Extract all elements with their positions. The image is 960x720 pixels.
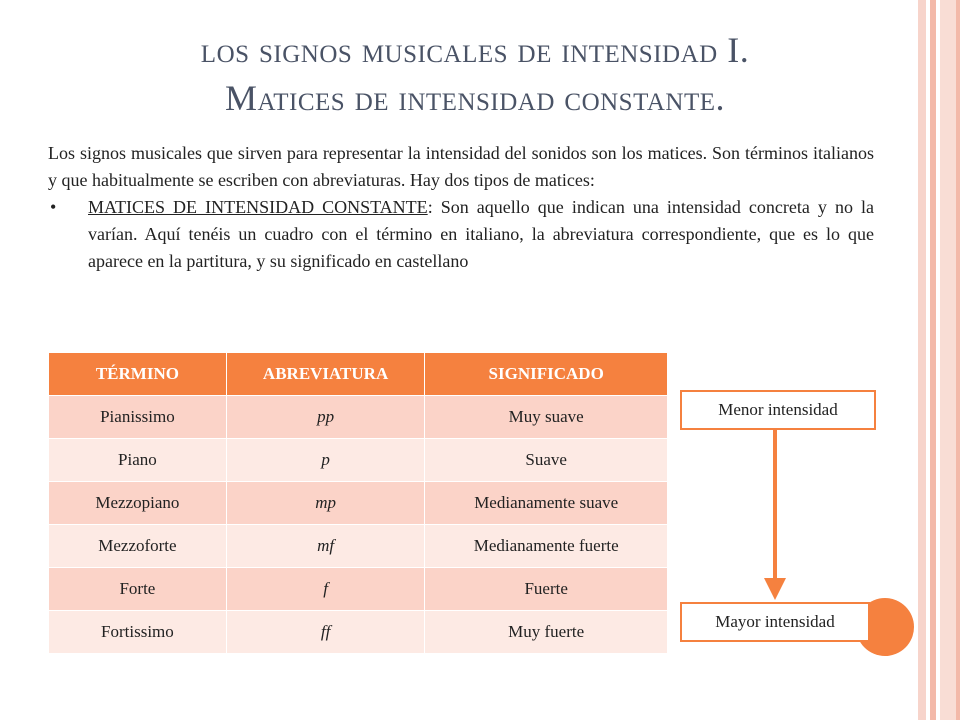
table-row [49, 525, 668, 568]
slide-title-line-1: los signos musicales de intensidad I. [200, 30, 750, 70]
table-row [49, 611, 668, 654]
table-row [49, 396, 668, 439]
cell-meaning: Fuerte [425, 568, 668, 611]
column-header-abbreviation: ABREVIATURA [226, 353, 425, 396]
cell-abbreviation: pp [226, 396, 425, 439]
decor-stripe [940, 0, 956, 720]
cell-meaning: Medianamente suave [425, 482, 668, 525]
cell-meaning: Medianamente fuerte [425, 525, 668, 568]
column-header-meaning: SIGNIFICADO [425, 353, 668, 396]
cell-term: Mezzoforte [49, 525, 227, 568]
table-row [49, 439, 668, 482]
menor-intensidad-box: Menor intensidad [680, 390, 876, 430]
arrow-down-icon [760, 428, 790, 604]
table-row [49, 568, 668, 611]
column-header-term: TÉRMINO [49, 353, 227, 396]
matices-table [48, 352, 668, 654]
cell-abbreviation: p [226, 439, 425, 482]
slide-title-line-2: Matices de intensidad constante. [224, 78, 726, 118]
cell-term: Forte [49, 568, 227, 611]
decor-stripe [956, 0, 960, 720]
cell-abbreviation: mf [226, 525, 425, 568]
slide-title [40, 26, 910, 122]
cell-abbreviation: ff [226, 611, 425, 654]
cell-meaning: Muy suave [425, 396, 668, 439]
bullet-heading: MATICES DE INTENSIDAD CONSTANTE [88, 197, 428, 217]
cell-term: Pianissimo [49, 396, 227, 439]
mayor-intensidad-box: Mayor intensidad [680, 602, 870, 642]
cell-abbreviation: mp [226, 482, 425, 525]
cell-abbreviation: f [226, 568, 425, 611]
body-text [48, 140, 874, 275]
intro-paragraph: Los signos musicales que sirven para representar la intensidad del sonidos son los matices. Son términos italianos y que habitualmente se escriben con abreviaturas. Hay dos tipos de matices: [48, 143, 874, 190]
cell-term: Mezzopiano [49, 482, 227, 525]
decor-stripe [918, 0, 926, 720]
bullet-text: : Son aquello que indican una intensidad concreta y no la varían. Aquí tenéis un cuadro con el término en italiano, la abreviatura correspondiente, que es lo que aparece en la partitura, y su significado en castellano [88, 197, 875, 271]
bullet-icon: • [50, 197, 57, 217]
cell-meaning: Suave [425, 439, 668, 482]
cell-term: Piano [49, 439, 227, 482]
cell-meaning: Muy fuerte [425, 611, 668, 654]
bullet-item [48, 194, 874, 275]
cell-term: Fortissimo [49, 611, 227, 654]
table-row [49, 482, 668, 525]
table-header-row [49, 353, 668, 396]
